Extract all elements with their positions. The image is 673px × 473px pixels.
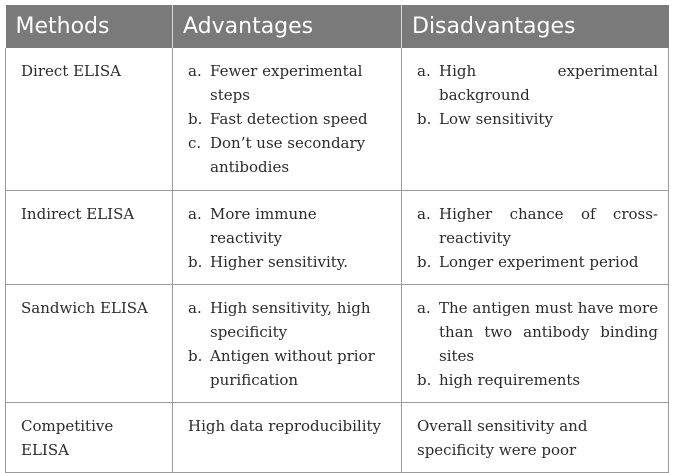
- list-item: [188, 59, 391, 107]
- disadvantages-cell: [402, 48, 669, 191]
- list-item: [417, 296, 658, 368]
- list-item: [417, 202, 658, 250]
- method-cell: Indirect ELISA: [6, 191, 173, 285]
- header-row: [6, 5, 669, 48]
- list-item: [417, 59, 658, 107]
- table-row: [6, 48, 669, 191]
- method-cell: Sandwich ELISA: [6, 285, 173, 403]
- table-row: [6, 285, 669, 403]
- list-item-text: High sensitivity, high specificity: [210, 299, 371, 341]
- disadvantages-cell: [402, 191, 669, 285]
- list-marker: a.: [417, 205, 431, 223]
- list-item-text: Fast detection speed: [210, 110, 368, 128]
- list-item: [188, 344, 391, 392]
- method-cell: Direct ELISA: [6, 48, 173, 191]
- list-marker: b.: [417, 110, 432, 128]
- list-item: [188, 202, 391, 250]
- table-row: [6, 191, 669, 285]
- advantages-cell: [173, 285, 402, 403]
- advantages-cell: [173, 48, 402, 191]
- list-marker: a.: [417, 299, 431, 317]
- advantages-cell: High data reproducibility: [173, 403, 402, 473]
- disadvantages-cell: [402, 285, 669, 403]
- list-item: [417, 250, 658, 274]
- list-marker: b.: [188, 110, 203, 128]
- list-marker: b.: [188, 347, 203, 365]
- list-item-text: High experimental background: [439, 62, 658, 104]
- list-item-text: More immune reactivity: [210, 205, 317, 247]
- list-item: [417, 368, 658, 392]
- list-item: [188, 131, 391, 179]
- list-item: [188, 250, 391, 274]
- elisa-comparison-table: [5, 5, 669, 473]
- header-methods: Methods: [6, 5, 173, 48]
- list-item-text: Higher sensitivity.: [210, 253, 349, 271]
- list-item-text: Higher chance of cross-reactivity: [439, 205, 658, 247]
- list-marker: b.: [417, 253, 432, 271]
- list-item-text: Fewer experimental steps: [210, 62, 363, 104]
- list-marker: a.: [188, 62, 202, 80]
- disadvantages-cell: Overall sensitivity and specificity were poor: [402, 403, 669, 473]
- list-marker: a.: [188, 205, 202, 223]
- list-item-text: Low sensitivity: [439, 110, 553, 128]
- list-item: [188, 296, 391, 344]
- list-item: [417, 107, 658, 131]
- list-item-text: The antigen must have more than two antibody binding sites: [439, 299, 658, 365]
- header-advantages: Advantages: [173, 5, 402, 48]
- list-item-text: Don’t use secondary antibodies: [210, 134, 366, 176]
- list-item-text: high requirements: [439, 371, 581, 389]
- list-marker: a.: [417, 62, 431, 80]
- list-item: [188, 107, 391, 131]
- list-marker: b.: [188, 253, 203, 271]
- list-item-text: Longer experiment period: [439, 253, 639, 271]
- list-marker: c.: [188, 134, 202, 152]
- header-disadvantages: Disadvantages: [402, 5, 669, 48]
- method-cell: Competitive ELISA: [6, 403, 173, 473]
- table-row: [6, 403, 669, 473]
- list-item-text: Antigen without prior purification: [210, 347, 375, 389]
- list-marker: b.: [417, 371, 432, 389]
- list-marker: a.: [188, 299, 202, 317]
- advantages-cell: [173, 191, 402, 285]
